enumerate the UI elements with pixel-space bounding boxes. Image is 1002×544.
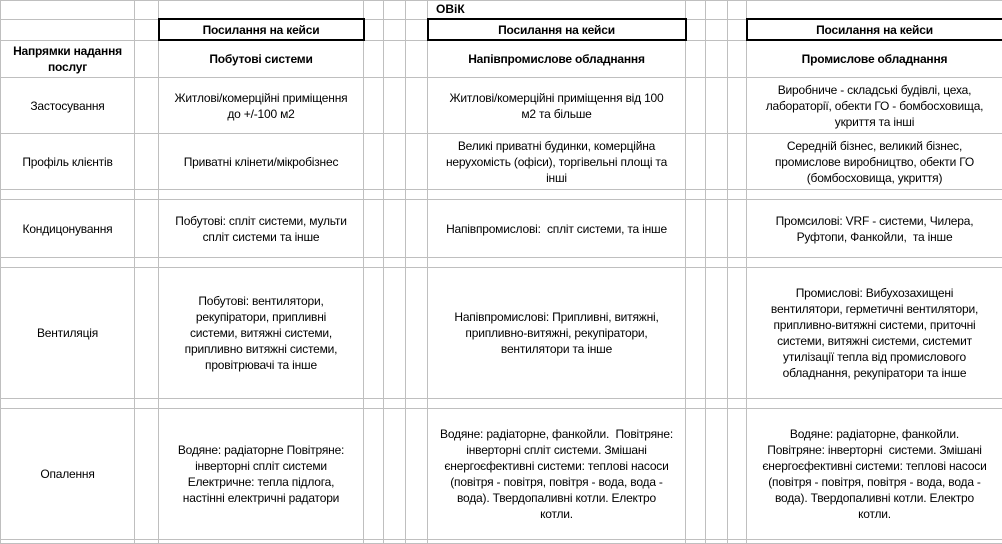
title-row (1, 1, 1002, 20)
spacer-row (1, 399, 1002, 409)
spacer-row (1, 190, 1002, 200)
cell[interactable] (686, 540, 706, 544)
cell[interactable] (686, 258, 706, 268)
cell[interactable] (159, 399, 364, 409)
cell[interactable] (747, 258, 1002, 268)
header-row (1, 40, 1002, 78)
cell[interactable] (384, 134, 406, 190)
cell[interactable] (384, 1, 406, 20)
data-cell: Водяне: радіаторне, фанкойли. Повітряне: інверторні системи. Змішані єнергоєфективні системи: теплові насоси (повітря - повітря, повітря - вода, вода - вода). Твердопаливні котли. Електро котли. (747, 409, 1002, 540)
cell[interactable] (428, 258, 686, 268)
cell[interactable] (686, 190, 706, 200)
cell[interactable] (686, 78, 706, 134)
cell[interactable] (159, 258, 364, 268)
row-label: Профіль клієнтів (1, 134, 135, 190)
cell[interactable] (384, 409, 406, 540)
case-link-industrial[interactable]: Посилання на кейси (747, 19, 1002, 40)
column-header-household: Побутові системи (159, 40, 364, 78)
cell[interactable] (747, 399, 1002, 409)
cell[interactable] (135, 134, 159, 190)
cell[interactable] (728, 134, 747, 190)
cell[interactable] (364, 258, 384, 268)
cell[interactable] (406, 540, 428, 544)
cell[interactable] (159, 1, 364, 20)
cell[interactable] (406, 134, 428, 190)
cell[interactable] (384, 268, 406, 399)
cell[interactable] (1, 19, 135, 40)
cell[interactable] (406, 78, 428, 134)
cell[interactable] (364, 268, 384, 399)
cell[interactable] (384, 399, 406, 409)
cell[interactable] (159, 540, 364, 544)
cell[interactable] (706, 258, 728, 268)
cell[interactable] (384, 258, 406, 268)
cell[interactable] (135, 200, 159, 258)
cell[interactable] (384, 19, 406, 40)
cell[interactable] (428, 190, 686, 200)
cell[interactable] (706, 19, 728, 40)
sheet-title: ОВіК (436, 1, 465, 17)
cell[interactable] (706, 40, 728, 78)
data-cell: Побутові: вентилятори, рекупіратори, припливні системи, витяжні системи, припливно витяжні системи, провітрювачі та інше (159, 268, 364, 399)
data-cell: Середній бізнес, великий бізнес, промислове виробництво, обекти ГО (бомбосховища, укриття) (747, 134, 1002, 190)
row-label: Застосування (1, 78, 135, 134)
data-cell: Побутові: спліт системи, мульти спліт системи та інше (159, 200, 364, 258)
cell[interactable] (364, 200, 384, 258)
case-link-semi-industrial[interactable]: Посилання на кейси (428, 19, 686, 40)
data-cell: Промсилові: VRF - системи, Чилера, Руфтопи, Фанкойли, та інше (747, 200, 1002, 258)
table-row (1, 78, 1002, 134)
cell[interactable] (728, 19, 747, 40)
cell[interactable] (428, 399, 686, 409)
cell[interactable] (406, 399, 428, 409)
data-cell: Приватні клінети/мікробізнес (159, 134, 364, 190)
cell[interactable] (747, 540, 1002, 544)
cell[interactable] (364, 40, 384, 78)
row-label: Кондицонування (1, 200, 135, 258)
data-cell: Виробниче - складські будівлі, цеха, лабораторії, обекти ГО - бомбосховища, укриття та інші (747, 78, 1002, 134)
cell[interactable] (384, 200, 406, 258)
cell[interactable] (364, 190, 384, 200)
row-label: Вентиляція (1, 268, 135, 399)
row-header: Напрямки надання послуг (1, 40, 135, 78)
data-cell: Напівпромислові: Припливні, витяжні, припливно-витяжні, рекупіратори, вентилятори та інше (428, 268, 686, 399)
cell[interactable] (706, 409, 728, 540)
cell[interactable] (406, 258, 428, 268)
cell[interactable] (428, 540, 686, 544)
cell[interactable] (686, 19, 706, 40)
data-cell: Промислові: Вибухозахищені вентилятори, герметичні вентилятори, припливно-витяжні системи, приточні системи, витяжні системи, системит утилізації тепла від промислового обладнання, рекупіратори та інше (747, 268, 1002, 399)
cell[interactable] (1, 1, 135, 20)
cell[interactable] (1, 540, 135, 544)
case-link-household[interactable]: Посилання на кейси (159, 19, 364, 40)
case-links-row (1, 19, 1002, 40)
cell[interactable] (706, 540, 728, 544)
cell[interactable] (706, 190, 728, 200)
cell[interactable] (728, 200, 747, 258)
cell[interactable] (706, 200, 728, 258)
cell[interactable] (1, 190, 135, 200)
cell[interactable] (384, 40, 406, 78)
spacer-row (1, 540, 1002, 544)
cell[interactable] (686, 1, 706, 20)
cell[interactable] (728, 40, 747, 78)
cell[interactable] (135, 190, 159, 200)
cell[interactable] (728, 78, 747, 134)
row-label: Опалення (1, 409, 135, 540)
cell[interactable] (1, 258, 135, 268)
cell[interactable] (706, 78, 728, 134)
table-row (1, 409, 1002, 540)
cell[interactable] (364, 78, 384, 134)
cell[interactable] (747, 1, 1002, 20)
data-cell: Великі приватні будинки, комерційна нерухомість (офіси), торгівельні площі та інші (428, 134, 686, 190)
spacer-row (1, 258, 1002, 268)
cell[interactable] (384, 190, 406, 200)
cell[interactable] (428, 1, 686, 20)
cell[interactable] (728, 258, 747, 268)
cell[interactable] (406, 190, 428, 200)
cell[interactable] (728, 1, 747, 20)
data-cell: Водяне: радіаторне, фанкойли. Повітряне: інверторні спліт системи. Змішані єнергоєфективні системи: теплові насоси (повітря - повітря, повітря - вода, вода - вода). Твердопаливні котли. Електро котли. (428, 409, 686, 540)
cell[interactable] (159, 190, 364, 200)
cell[interactable] (364, 134, 384, 190)
cell[interactable] (686, 268, 706, 399)
table-row (1, 200, 1002, 258)
cell[interactable] (728, 540, 747, 544)
data-cell: Житлові/комерційні приміщення від 100 м2 та більше (428, 78, 686, 134)
cell[interactable] (728, 409, 747, 540)
cell[interactable] (364, 540, 384, 544)
cell[interactable] (406, 19, 428, 40)
cell[interactable] (406, 409, 428, 540)
cell[interactable] (135, 40, 159, 78)
cell[interactable] (686, 409, 706, 540)
cell[interactable] (135, 409, 159, 540)
table-row (1, 268, 1002, 399)
cell[interactable] (406, 200, 428, 258)
cell[interactable] (728, 190, 747, 200)
cell[interactable] (406, 40, 428, 78)
cell[interactable] (706, 268, 728, 399)
cell[interactable] (364, 1, 384, 20)
cell[interactable] (135, 540, 159, 544)
column-header-industrial: Промислове обладнання (747, 40, 1002, 78)
cell[interactable] (686, 399, 706, 409)
cell[interactable] (406, 1, 428, 20)
cell[interactable] (364, 409, 384, 540)
cell[interactable] (135, 258, 159, 268)
cell[interactable] (747, 190, 1002, 200)
cell[interactable] (364, 399, 384, 409)
data-cell: Напівпромислові: спліт системи, та інше (428, 200, 686, 258)
cell[interactable] (686, 134, 706, 190)
cell[interactable] (135, 19, 159, 40)
cell[interactable] (135, 399, 159, 409)
data-cell: Житлові/комерційні приміщення до +/-100 м2 (159, 78, 364, 134)
cell[interactable] (706, 134, 728, 190)
cell[interactable] (706, 399, 728, 409)
cell[interactable] (686, 200, 706, 258)
cell[interactable] (728, 268, 747, 399)
column-header-semi-industrial: Напівпромислове обладнання (428, 40, 686, 78)
cell[interactable] (135, 78, 159, 134)
table-row (1, 134, 1002, 190)
cell[interactable] (1, 399, 135, 409)
cell[interactable] (135, 1, 159, 20)
cell[interactable] (686, 40, 706, 78)
cell[interactable] (384, 540, 406, 544)
cell[interactable] (406, 268, 428, 399)
cell[interactable] (728, 399, 747, 409)
cell[interactable] (135, 268, 159, 399)
data-cell: Водяне: радіаторне Повітряне: інверторні спліт системи Електричне: тепла підлога, настінні електричні радатори (159, 409, 364, 540)
cell[interactable] (384, 78, 406, 134)
cell[interactable] (706, 1, 728, 20)
cell[interactable] (364, 19, 384, 40)
